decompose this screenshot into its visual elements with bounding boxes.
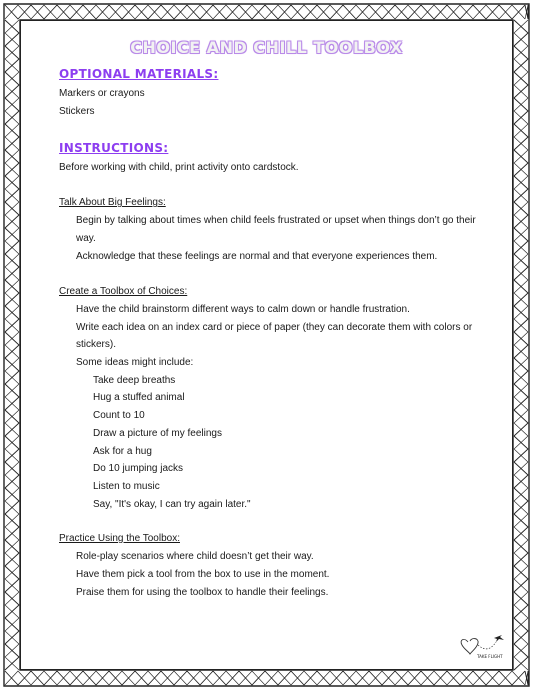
idea-item: Count to 10 (93, 410, 145, 421)
svg-text:TAKE FLIGHT: TAKE FLIGHT (477, 654, 503, 659)
instruction-line: way. (76, 233, 96, 244)
instruction-line: Begin by talking about times when child feels frustrated or upset when things don’t go their (76, 215, 476, 226)
section-title: Talk About Big Feelings: (59, 197, 166, 208)
idea-item: Listen to music (93, 481, 160, 492)
idea-item: Draw a picture of my feelings (93, 428, 222, 439)
instruction-line: stickers). (76, 339, 116, 350)
page-title: CHOICE AND CHILL TOOLBOX (130, 38, 403, 57)
instruction-line: Have them pick a tool from the box to use in the moment. (76, 569, 330, 580)
heart-airplane-logo-icon (458, 628, 506, 660)
idea-item: Say, "It's okay, I can try again later." (93, 499, 251, 510)
instructions-intro: Before working with child, print activity onto cardstock. (59, 162, 299, 173)
idea-item: Do 10 jumping jacks (93, 463, 184, 474)
material-item: Stickers (59, 106, 95, 117)
instruction-line: Acknowledge that these feelings are normal and that everyone experiences them. (76, 251, 438, 262)
instruction-line: Praise them for using the toolbox to handle their feelings. (76, 587, 329, 598)
instruction-line: Have the child brainstorm different ways to calm down or handle frustration. (76, 304, 410, 315)
section-title: Create a Toolbox of Choices: (59, 286, 188, 297)
idea-item: Ask for a hug (93, 446, 152, 457)
idea-item: Hug a stuffed animal (93, 392, 185, 403)
instruction-line: Some ideas might include: (76, 357, 194, 368)
section-title: Practice Using the Toolbox: (59, 533, 180, 544)
materials-heading: OPTIONAL MATERIALS: (59, 67, 219, 81)
instruction-line: Write each idea on an index card or piece of paper (they can decorate them with colors or (76, 322, 473, 333)
instructions-heading: INSTRUCTIONS: (59, 141, 169, 155)
idea-item: Take deep breaths (93, 375, 176, 386)
material-item: Markers or crayons (59, 88, 145, 99)
instruction-line: Role-play scenarios where child doesn’t get their way. (76, 551, 314, 562)
